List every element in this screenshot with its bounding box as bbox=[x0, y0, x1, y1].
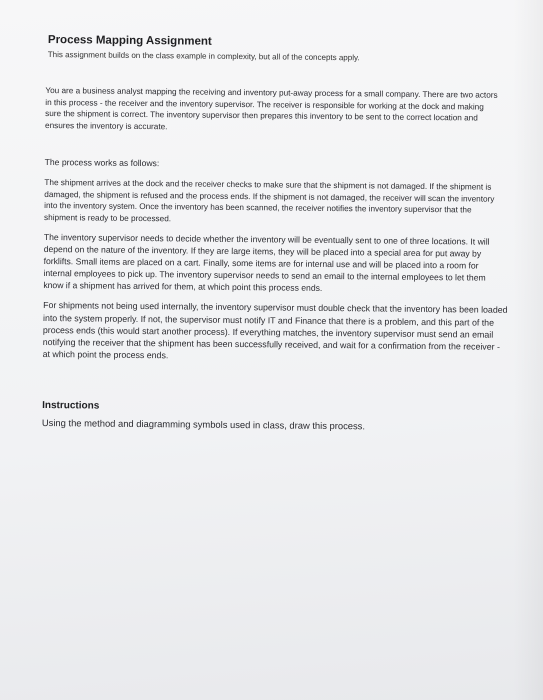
page-shadow bbox=[513, 0, 543, 700]
process-paragraph-2: The inventory supervisor needs to decide whether the inventory will be eventually sent to one of three locations. It will depend on the nature of the inventory. If they are large items, they will be placed into a special area for put away by forklifts. Small items are placed on a cart. Finally, some items are for internal use and will be placed into a room for internal employees to pick up. The inventory supervisor needs to send an email to the internal employees to let them know if a shipment has arrived for them, at which point this process ends. bbox=[43, 232, 490, 294]
document-title: Process Mapping Assignment bbox=[47, 34, 212, 48]
process-paragraph-1: The shipment arrives at the dock and the receiver checks to make sure that the shipment is not damaged. If the shipment is damaged, the shipment is refused and the process ends. If the shipment is not damaged, the receiver will scan the inventory into the inventory system. Once the inventory has been scanned, the receiver notifies the inventory supervisor that the shipment is ready to be processed. bbox=[44, 177, 495, 224]
process-heading: The process works as follows: bbox=[44, 157, 160, 169]
instructions-heading: Instructions bbox=[42, 400, 100, 412]
document-subtitle: This assignment builds on the class example in complexity, but all of the concepts apply. bbox=[47, 50, 360, 63]
intro-paragraph: You are a business analyst mapping the receiving and inventory put-away process for a small company. There are two actors in this process - the receiver and the inventory supervisor. The receiver is responsible for working at the dock and making sure the shipment is correct. The inventory supervisor then prepares this inventory to be sent to the correct location and ensures the inventory is accurate. bbox=[44, 85, 498, 132]
document-content bbox=[42, 34, 514, 433]
process-paragraph-3: For shipments not being used internally, the inventory supervisor must double check that the inventory has been loaded into the system properly. If not, the supervisor must notify IT and Finance that there is a problem, and this part of the process ends (this would start another process). If everything matches, the inventory supervisor must send an email notifying the receiver that the shipment has been successfully received, and wait for a confirmation from the receiver - at which point the process ends. bbox=[42, 300, 508, 361]
instructions-body: Using the method and diagramming symbols used in class, draw this process. bbox=[41, 417, 366, 432]
